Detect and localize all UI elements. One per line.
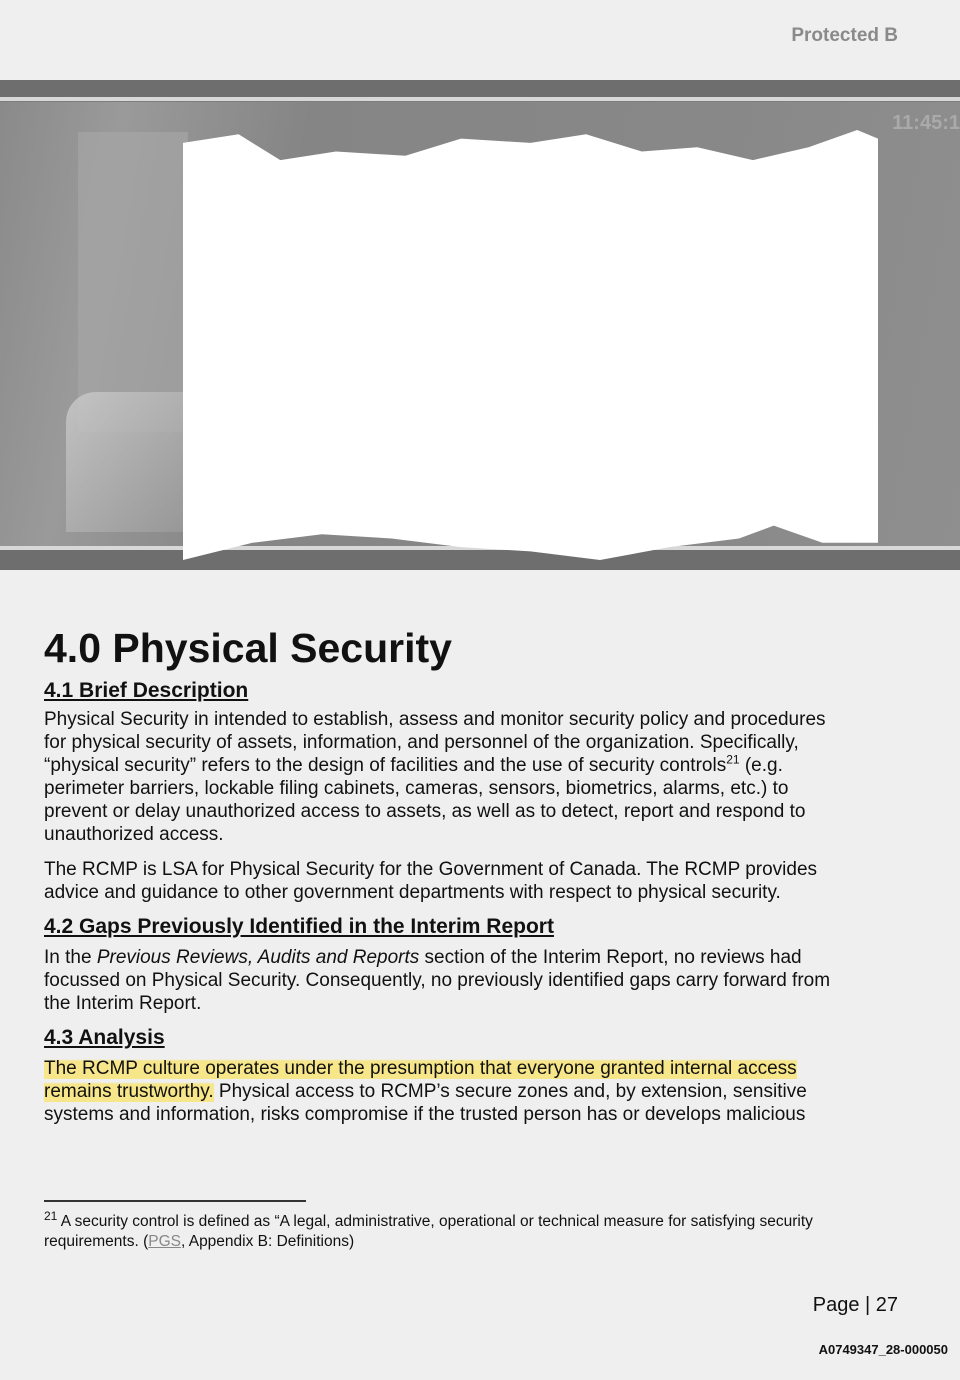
- text-line: advice and guidance to other government departments with respect to physical security.: [44, 882, 781, 903]
- text-line: [44, 1232, 813, 1252]
- footnote: [44, 1208, 813, 1252]
- text-span: (e.g.: [739, 755, 783, 776]
- text-line: unauthorized access.: [44, 824, 224, 845]
- footnote-ref[interactable]: 21: [726, 752, 740, 767]
- page-number: Page | 27: [812, 1294, 898, 1316]
- highlighted-text: The RCMP culture operates under the presumption that everyone granted internal access: [44, 1058, 797, 1079]
- text-line: for physical security of assets, information, and personnel of the organization. Specifically,: [44, 732, 799, 753]
- text-span: section of the Interim Report, no reviews had: [419, 947, 802, 968]
- document-body: [44, 620, 904, 1138]
- banner-clock-text: 11:45:1: [892, 112, 960, 134]
- text-span: requirements. (: [44, 1233, 149, 1250]
- banner-photo-shape: [78, 132, 188, 432]
- text-line: perimeter barriers, lockable filing cabinets, cameras, sensors, biometrics, alarms, etc.) to: [44, 778, 789, 799]
- text-line: The RCMP is LSA for Physical Security for the Government of Canada. The RCMP provides: [44, 859, 818, 880]
- footnote-divider: [44, 1200, 306, 1202]
- text-line: systems and information, risks compromise if the trusted person has or develops malicious: [44, 1104, 806, 1125]
- pgs-link[interactable]: PGS: [148, 1233, 181, 1250]
- text-line: prevent or delay unauthorized access to assets, as well as to detect, report and respond to: [44, 801, 806, 822]
- section-heading: 4.1 Brief Description: [44, 679, 249, 702]
- text-line: focussed on Physical Security. Consequently, no previously identified gaps carry forward from: [44, 970, 831, 991]
- italic-title: Previous Reviews, Audits and Reports: [96, 947, 420, 968]
- text-span: Physical access to RCMP’s secure zones and, by extension, sensitive: [213, 1081, 807, 1102]
- text-line: Physical Security in intended to establish, assess and monitor security policy and procedures: [44, 709, 826, 730]
- page-title: 4.0 Physical Security: [44, 625, 452, 671]
- text-line: [44, 946, 904, 969]
- classification-label: Protected B: [791, 25, 898, 46]
- paragraph: [44, 1057, 904, 1126]
- banner-photo-shape: [66, 392, 186, 532]
- section-heading: 4.2 Gaps Previously Identified in the Interim Report: [44, 915, 554, 938]
- text-line: [44, 1080, 904, 1103]
- torn-paper-image: [183, 130, 878, 560]
- text-line: [44, 1057, 904, 1080]
- highlighted-text: remains trustworthy.: [44, 1081, 214, 1102]
- text-span: , Appendix B: Definitions): [180, 1233, 355, 1250]
- text-line: [44, 754, 904, 777]
- text-line: [44, 1208, 813, 1232]
- document-id: A0749347_28-000050: [818, 1342, 948, 1357]
- text-span: A security control is defined as “A legal, administrative, operational or technical measure for satisfying security: [57, 1213, 813, 1230]
- paragraph: [44, 708, 904, 846]
- text-span: “physical security” refers to the design of facilities and the use of security controls: [44, 755, 727, 776]
- banner-rule-top: [0, 97, 960, 101]
- text-span: In the: [44, 947, 97, 968]
- section-heading: 4.3 Analysis: [44, 1026, 165, 1049]
- paragraph: [44, 946, 904, 1015]
- banner-bar-top: [0, 80, 960, 97]
- footnote-number: 21: [44, 1208, 58, 1223]
- text-line: the Interim Report.: [44, 993, 202, 1014]
- banner-bar-bottom: [0, 550, 960, 570]
- paragraph: [44, 858, 904, 904]
